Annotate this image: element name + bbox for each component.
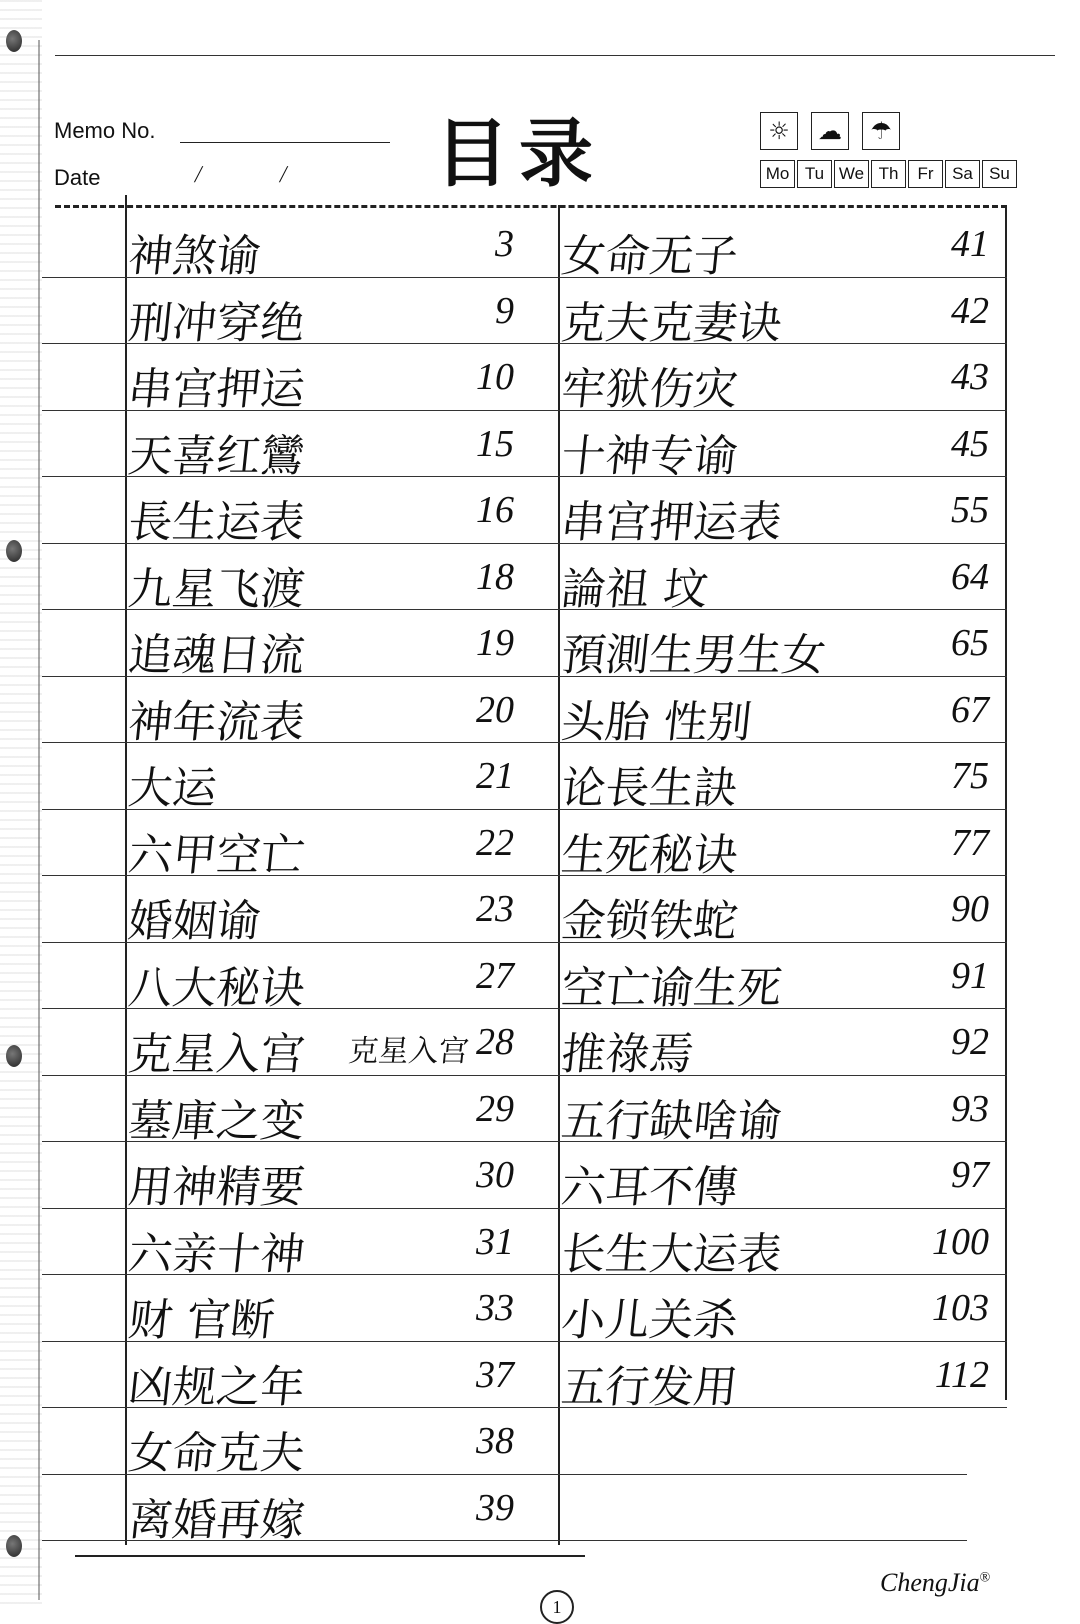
toc-entry (558, 210, 1005, 282)
toc-entry-page: 65 (951, 622, 989, 664)
toc-entry (558, 343, 1005, 415)
binder-hole-icon (6, 1045, 22, 1067)
toc-entry (558, 277, 1005, 349)
binder-hole-icon (6, 540, 22, 562)
day-box: Th (871, 160, 906, 188)
right-frame-rule (1005, 205, 1007, 1400)
toc-entry-title: 用神精要 (125, 1162, 308, 1213)
toc-entry-title: 克星入宫 (125, 1029, 308, 1080)
toc-entry (125, 1141, 530, 1213)
toc-entry-title: 九星飞渡 (125, 564, 308, 615)
toc-entry-page: 30 (476, 1154, 514, 1196)
toc-entry (125, 609, 530, 681)
toc-entry-page: 9 (495, 290, 514, 332)
toc-entry-title: 婚姻谕 (125, 896, 264, 947)
toc-entry-page: 23 (476, 888, 514, 930)
toc-entry-page: 16 (476, 489, 514, 531)
toc-entry (125, 875, 530, 947)
toc-entry-page: 37 (476, 1354, 514, 1396)
toc-entry-title: 八大秘诀 (125, 963, 308, 1014)
toc-entry-page: 10 (476, 356, 514, 398)
toc-entry-title: 天喜红鸞 (125, 431, 308, 482)
toc-entry (558, 543, 1005, 615)
toc-entry-title: 串宫押运 (125, 364, 308, 415)
toc-entry-page: 33 (476, 1287, 514, 1329)
toc-entry (558, 1341, 1005, 1413)
toc-entry (125, 543, 530, 615)
toc-entry-page: 20 (476, 689, 514, 731)
toc-entry-page: 39 (476, 1487, 514, 1529)
toc-entry-page: 31 (476, 1221, 514, 1263)
toc-entry-title: 神煞谕 (125, 231, 264, 282)
toc-entry (558, 410, 1005, 482)
binder-hole-icon (6, 30, 22, 52)
toc-entry-page: 19 (476, 622, 514, 664)
day-box: Su (982, 160, 1017, 188)
toc-entry (558, 1008, 1005, 1080)
toc-entry (125, 1075, 530, 1147)
toc-entry (125, 809, 530, 881)
toc-entry-page: 15 (476, 423, 514, 465)
toc-entry-title: 論祖 坟 (558, 564, 711, 615)
day-box: Tu (797, 160, 832, 188)
toc-entry (125, 476, 530, 548)
toc-entry (558, 742, 1005, 814)
toc-entry-title: 头胎 性别 (558, 697, 755, 748)
toc-entry-page: 21 (476, 755, 514, 797)
toc-entry (125, 1208, 530, 1280)
toc-entry-title: 财 官断 (125, 1295, 278, 1346)
memo-line (180, 142, 390, 143)
toc-entry-title: 五行缺啥谕 (558, 1096, 785, 1147)
toc-entry (125, 1474, 530, 1546)
toc-entry-title: 刑冲穿绝 (125, 298, 308, 349)
toc-entry (125, 343, 530, 415)
toc-entry-page: 92 (951, 1021, 989, 1063)
toc-entry-page: 112 (934, 1354, 989, 1396)
toc-entry-page: 100 (932, 1221, 989, 1263)
toc-entry (125, 1274, 530, 1346)
toc-entry-title: 串宫押运表 (558, 497, 785, 548)
toc-entry-title: 五行发用 (558, 1362, 741, 1413)
toc-entry-title: 預測生男生女 (558, 630, 829, 681)
toc-entry-title: 小儿关杀 (558, 1295, 741, 1346)
toc-entry-title: 空亡谕生死 (558, 963, 785, 1014)
binder-hole-icon (6, 1535, 22, 1557)
toc-entry-title: 牢狱伤灾 (558, 364, 741, 415)
toc-entry (125, 210, 530, 282)
brand-logo: ChengJia® (880, 1568, 991, 1597)
rain-icon: ☂ (862, 112, 900, 150)
toc-entry-page: 77 (951, 822, 989, 864)
toc-entry-title: 六亲十神 (125, 1229, 308, 1280)
toc-entry-title: 凶规之年 (125, 1362, 308, 1413)
toc-entry (558, 809, 1005, 881)
toc-entry-title: 女命无子 (558, 231, 741, 282)
cloud-icon: ☁ (811, 112, 849, 150)
page-title: 目录 (435, 111, 603, 197)
toc-entry-page: 27 (476, 955, 514, 997)
toc-entry-page: 43 (951, 356, 989, 398)
date-slash: / (192, 162, 205, 188)
toc-entry (558, 676, 1005, 748)
toc-entry-page: 22 (476, 822, 514, 864)
toc-entry (125, 742, 530, 814)
toc-entry (125, 1341, 530, 1413)
toc-entry (125, 410, 530, 482)
binding-edge (38, 40, 40, 1600)
day-box: Fr (908, 160, 943, 188)
toc-entry-page: 38 (476, 1420, 514, 1462)
weekday-boxes (760, 160, 1019, 188)
toc-entry (558, 476, 1005, 548)
toc-entry (558, 1274, 1005, 1346)
day-box: Sa (945, 160, 980, 188)
toc-entry-page: 97 (951, 1154, 989, 1196)
toc-entry (125, 1008, 530, 1080)
sun-icon: ☼ (760, 112, 798, 150)
toc-entry-title: 长生大运表 (558, 1229, 785, 1280)
day-box: We (834, 160, 869, 188)
toc-entry-page: 28 (476, 1021, 514, 1063)
toc-entry-title: 金锁铁蛇 (558, 896, 741, 947)
scan-edge-noise (0, 0, 42, 1608)
toc-entry-title: 离婚再嫁 (125, 1495, 308, 1546)
toc-entry (558, 875, 1005, 947)
toc-entry (558, 1075, 1005, 1147)
toc-entry-page: 67 (951, 689, 989, 731)
toc-entry (125, 277, 530, 349)
toc-entry (125, 942, 530, 1014)
toc-entry-title: 论長生訣 (558, 763, 741, 814)
toc-entry-title: 大运 (125, 763, 220, 814)
toc-entry (125, 676, 530, 748)
toc-entry-page: 64 (951, 556, 989, 598)
toc-entry (558, 1141, 1005, 1213)
toc-entry-page: 3 (495, 223, 514, 265)
toc-entry-title: 追魂日流 (125, 630, 308, 681)
toc-entry (558, 609, 1005, 681)
memo-label: Memo No. (54, 118, 156, 143)
day-box: Mo (760, 160, 795, 188)
page-number: 1 (540, 1590, 574, 1624)
toc-entry-title: 六耳不傳 (558, 1162, 741, 1213)
toc-entry-title: 六甲空亡 (125, 830, 308, 881)
toc-entry (558, 942, 1005, 1014)
toc-entry-title: 長生运表 (125, 497, 308, 548)
date-label: Date (54, 165, 101, 190)
toc-entry-page: 75 (951, 755, 989, 797)
toc-entry-title: 神年流表 (125, 697, 308, 748)
toc-entry-title: 推祿焉 (558, 1029, 697, 1080)
toc-entry-title: 生死秘诀 (558, 830, 741, 881)
toc-entry-page: 29 (476, 1088, 514, 1130)
date-slash: / (277, 162, 290, 188)
toc-entry-page: 103 (932, 1287, 989, 1329)
toc-entry-page: 93 (951, 1088, 989, 1130)
toc-entry (125, 1407, 530, 1479)
toc-entry-page: 45 (951, 423, 989, 465)
toc-entry-title: 女命克夫 (125, 1428, 308, 1479)
toc-entry-page: 42 (951, 290, 989, 332)
toc-entry-page: 18 (476, 556, 514, 598)
toc-entry-title: 克夫克妻诀 (558, 298, 785, 349)
toc-entry (558, 1208, 1005, 1280)
toc-entry-page: 55 (951, 489, 989, 531)
toc-entry-page: 41 (951, 223, 989, 265)
bottom-rule (75, 1555, 585, 1557)
toc-entry-title: 十神专谕 (558, 431, 741, 482)
toc-entry-note: 克星入宫 (346, 1034, 471, 1069)
toc-entry-page: 91 (951, 955, 989, 997)
dashed-divider (55, 205, 1007, 208)
toc-entry-title: 墓庫之变 (125, 1096, 308, 1147)
toc-entry-page: 90 (951, 888, 989, 930)
top-rule (55, 55, 1055, 56)
